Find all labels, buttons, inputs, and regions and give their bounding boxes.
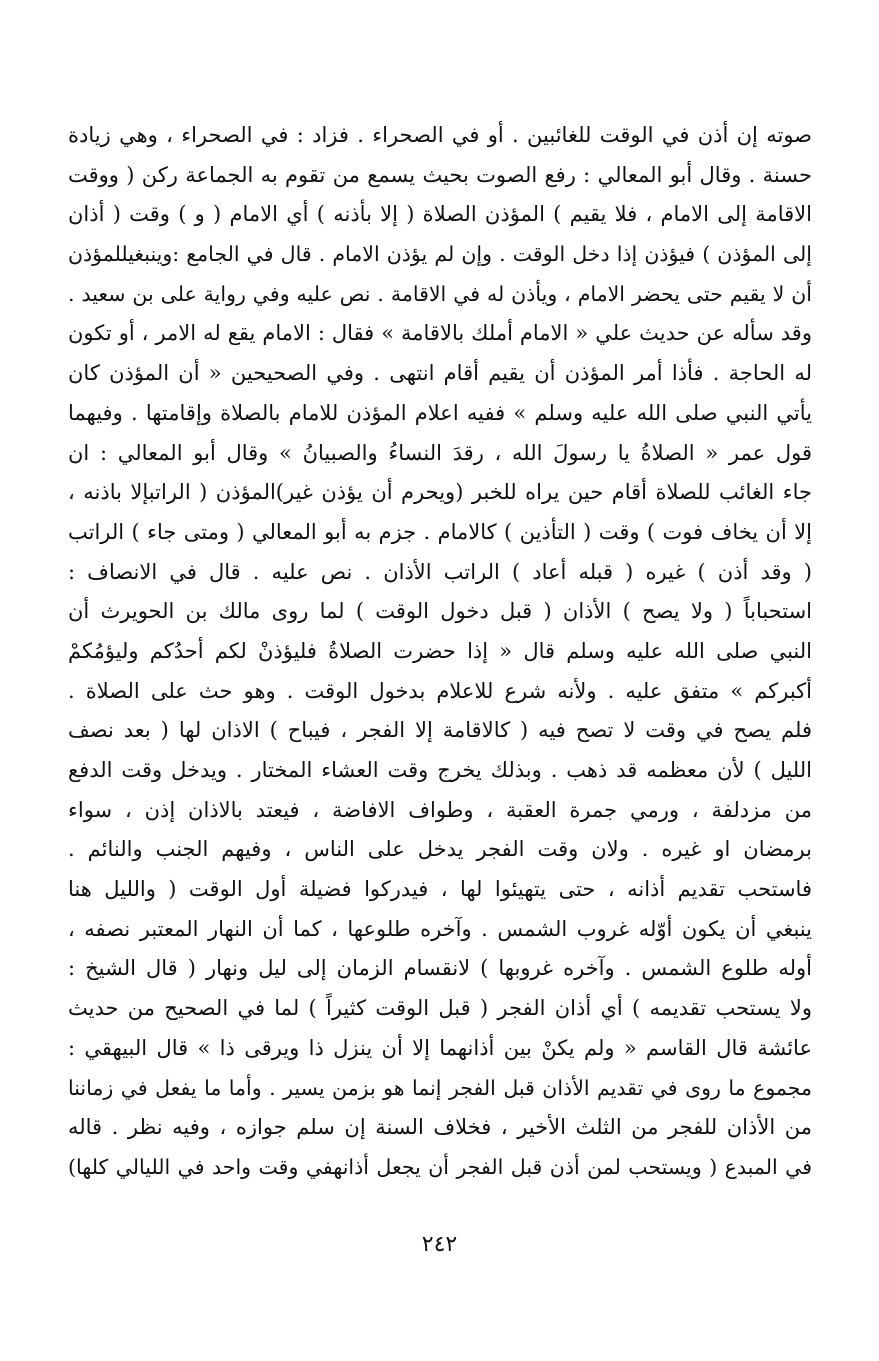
text-line: عائشة قال القاسم « ولم يكنْ بين أذانهما إلا أن ينزل ذا ويرقى ذا » قال البيهقي :	[68, 1035, 812, 1060]
text-line: أن لا يقيم حتى يحضر الامام ، ويأذن له في الاقامة . نص عليه وفي رواية على بن سعيد .	[68, 281, 812, 306]
text-line: له الحاجة . فأذا أمر المؤذن أن يقيم أقام انتهى . وفي الصحيحين « أن المؤذن كان	[68, 361, 812, 386]
text-line: ( وقد أذن ) غيره ( قبله أعاد ) الراتب الأذان . نص عليه . قال في الانصاف :	[68, 559, 812, 584]
text-line: إلى المؤذن ) فيؤذن إذا دخل الوقت . وإن لم يؤذن الامام . قال في الجامع :وينبغيللمؤذن	[68, 242, 812, 267]
text-line: فاستحب تقديم أذانه ، حتى يتهيئوا لها ، فيدركوا فضيلة أول الوقت ( والليل هنا	[68, 877, 812, 902]
text-line: الاقامة إلى الامام ، فلا يقيم ) المؤذن الصلاة ( إلا بأذنه ) أي الامام ( و ) وقت ( أذان	[68, 202, 812, 227]
text-line: استحباباً ( ولا يصح ) الأذان ( قبل دخول الوقت ) لما روى مالك بن الحويرث أن	[68, 599, 812, 624]
text-line: من الأذان للفجر من الثلث الأخير ، فخلاف السنة إن سلم جوازه ، وفيه نظر . قاله	[68, 1115, 812, 1140]
page-number: ٢٤٢	[421, 1232, 458, 1257]
text-line: جاء الغائب للصلاة أقام حين يراه للخبر (ويحرم أن يؤذن غير)المؤذن ( الراتبإلا باذنه ،	[68, 480, 812, 505]
text-line: من مزدلفة ، ورمي جمرة العقبة ، وطواف الافاضة ، فيعتد بالاذان إذن ، سواء	[68, 797, 812, 822]
text-line: مجموع ما روى في تقديم الأذان قبل الفجر إنما هو بزمن يسير . وأما ما يفعل في زماننا	[68, 1075, 812, 1100]
text-line: الليل ) لأن معظمه قد ذهب . وبذلك يخرج وقت العشاء المختار . ويدخل وقت الدفع	[68, 758, 812, 782]
text-line: قول عمر « الصلاةُ يا رسولَ الله ، رقدَ النساءُ والصبيانُ » وقال أبو المعالي : ان	[68, 440, 812, 465]
text-line: برمضان او غيره . ولان وقت الفجر يدخل على الناس ، وفيهم الجنب والنائم .	[68, 837, 812, 862]
text-line: حسنة . وقال أبو المعالي : رفع الصوت بحيث يسمع من تقوم به الجماعة ركن ( ووقت	[68, 162, 812, 187]
text-line: صوته إن أذن في الوقت للغائبين . أو في الصحراء . فزاد : في الصحراء ، وهي زيادة	[68, 123, 812, 147]
text-line: في المبدع ( ويستحب لمن أذن قبل الفجر أن يجعل أذانهفي وقت واحد في الليالي كلها)	[68, 1154, 812, 1179]
text-line: ولا يستحب تقديمه ) أي أذان الفجر ( قبل الوقت كثيراً ) لما في الصحيح من حديث	[68, 996, 812, 1021]
text-line: فلم يصح في وقت لا تصح فيه ( كالاقامة إلا الفجر ، فيباح ) الاذان لها ( بعد نصف	[68, 718, 812, 743]
text-line: وقد سأله عن حديث علي « الامام أملك بالاقامة » فقال : الامام يقع له الامر ، أو تكون	[68, 321, 812, 346]
text-line: ينبغي أن يكون أوّله غروب الشمس . وآخره طلوعها ، كما أن النهار المعتبر نصفه ،	[68, 916, 812, 941]
text-line: أوله طلوع الشمس . وآخره غروبها ) لانقسام الزمان إلى ليل ونهار ( قال الشيخ :	[68, 956, 812, 981]
text-line: أكبركم » متفق عليه . ولأنه شرع للاعلام بدخول الوقت . وهو حث على الصلاة .	[68, 678, 812, 703]
text-line: يأتي النبي صلى الله عليه وسلم » ففيه اعلام المؤذن للامام بالصلاة وإقامتها . وفيهما	[68, 400, 812, 425]
body-text	[68, 116, 812, 1188]
text-line: النبي صلى الله عليه وسلم قال « إذا حضرت الصلاةُ فليؤذنْ لكم أحدُكم وليؤمُكمْ	[68, 638, 812, 663]
text-line: إلا أن يخاف فوت ) وقت ( التأذين ) كالامام . جزم به أبو المعالي ( ومتى جاء ) الراتب	[68, 519, 812, 544]
